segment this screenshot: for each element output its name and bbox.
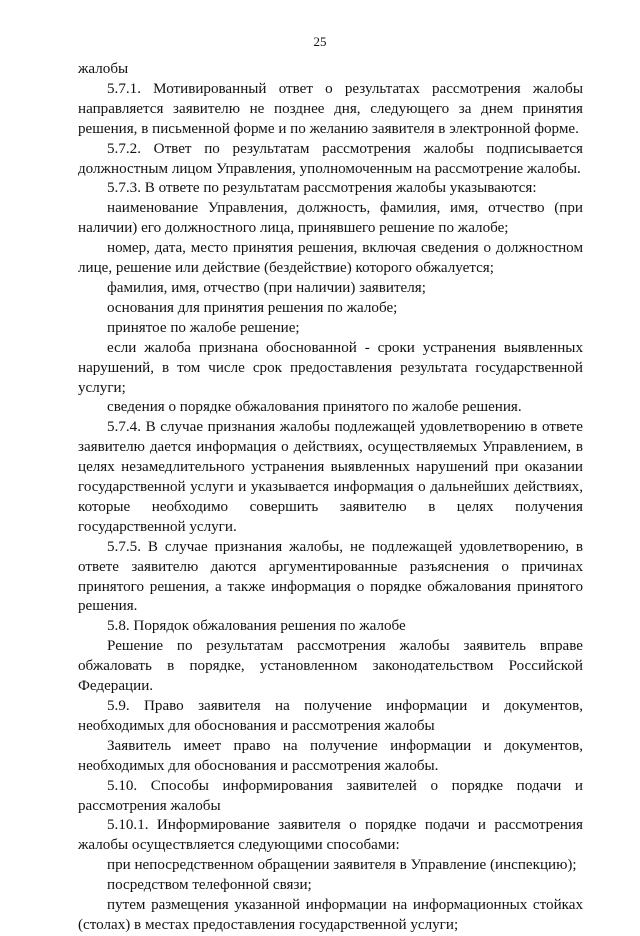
paragraph: сведения о порядке обжалования принятого по жалобе решения. — [107, 399, 522, 416]
paragraph: 5.10.1. Информирование заявителя о порядке подачи и рассмотрения жалобы осуществляется следующими способами: — [78, 817, 583, 854]
paragraph: Решение по результатам рассмотрения жалобы заявитель вправе обжаловать в порядке, установленном законодательством Российской Федерации. — [78, 638, 583, 695]
page-number: 25 — [313, 34, 327, 49]
paragraph: номер, дата, место принятия решения, включая сведения о должностном лице, решение или действие (бездействие) которого обжалуется; — [78, 240, 583, 277]
paragraph: путем размещения указанной информации на информационных стойках (столах) в местах предоставления государственной услуги; — [78, 897, 583, 933]
paragraph: наименование Управления, должность, фамилия, имя, отчество (при наличии) его должностного лица, принявшего решение по жалобе; — [78, 200, 583, 237]
paragraph: 5.7.5. В случае признания жалобы, не подлежащей удовлетворению, в ответе заявителю даются аргументированные разъяснения о причинах принятого решения, а также информация о порядке обжалования принятого решения. — [78, 538, 583, 615]
paragraph: при непосредственном обращении заявителя в Управление (инспекцию); — [107, 857, 577, 874]
paragraph: принятое по жалобе решение; — [107, 319, 300, 336]
document-body — [78, 60, 583, 936]
paragraph: 5.7.3. В ответе по результатам рассмотрения жалобы указываются: — [107, 180, 537, 197]
paragraph: 5.7.4. В случае признания жалобы подлежащей удовлетворению в ответе заявителю дается информация о действиях, осуществляемых Управлением, в целях незамедлительного устранения выявленных нарушений при оказании государственной услуги и указывается информация о дальнейших действиях, которые необходимо совершить заявителю в целях получения государственной услуги. — [78, 419, 583, 535]
paragraph: 5.7.1. Мотивированный ответ о результатах рассмотрения жалобы направляется заявителю не позднее дня, следующего за днем принятия решения, в письменной форме и по желанию заявителя в электронной форме. — [78, 80, 583, 137]
paragraph: жалобы — [78, 61, 129, 77]
paragraph: фамилия, имя, отчество (при наличии) заявителя; — [107, 279, 426, 296]
paragraph: основания для принятия решения по жалобе; — [107, 299, 398, 316]
paragraph: Заявитель имеет право на получение информации и документов, необходимых для обоснования и рассмотрения жалобы. — [78, 737, 583, 774]
paragraph: 5.9. Право заявителя на получение информации и документов, необходимых для обоснования и рассмотрения жалобы — [78, 698, 583, 734]
paragraph: 5.7.2. Ответ по результатам рассмотрения жалобы подписывается должностным лицом Управления, уполномоченным на рассмотрение жалобы. — [78, 140, 583, 177]
paragraph: 5.10. Способы информирования заявителей о порядке подачи и рассмотрения жалобы — [78, 777, 583, 814]
paragraph: посредством телефонной связи; — [107, 877, 312, 894]
paragraph: 5.8. Порядок обжалования решения по жалобе — [107, 618, 406, 635]
paragraph: если жалоба признана обоснованной - сроки устранения выявленных нарушений, в том числе срок предоставления результата государственной услуги; — [78, 339, 583, 396]
